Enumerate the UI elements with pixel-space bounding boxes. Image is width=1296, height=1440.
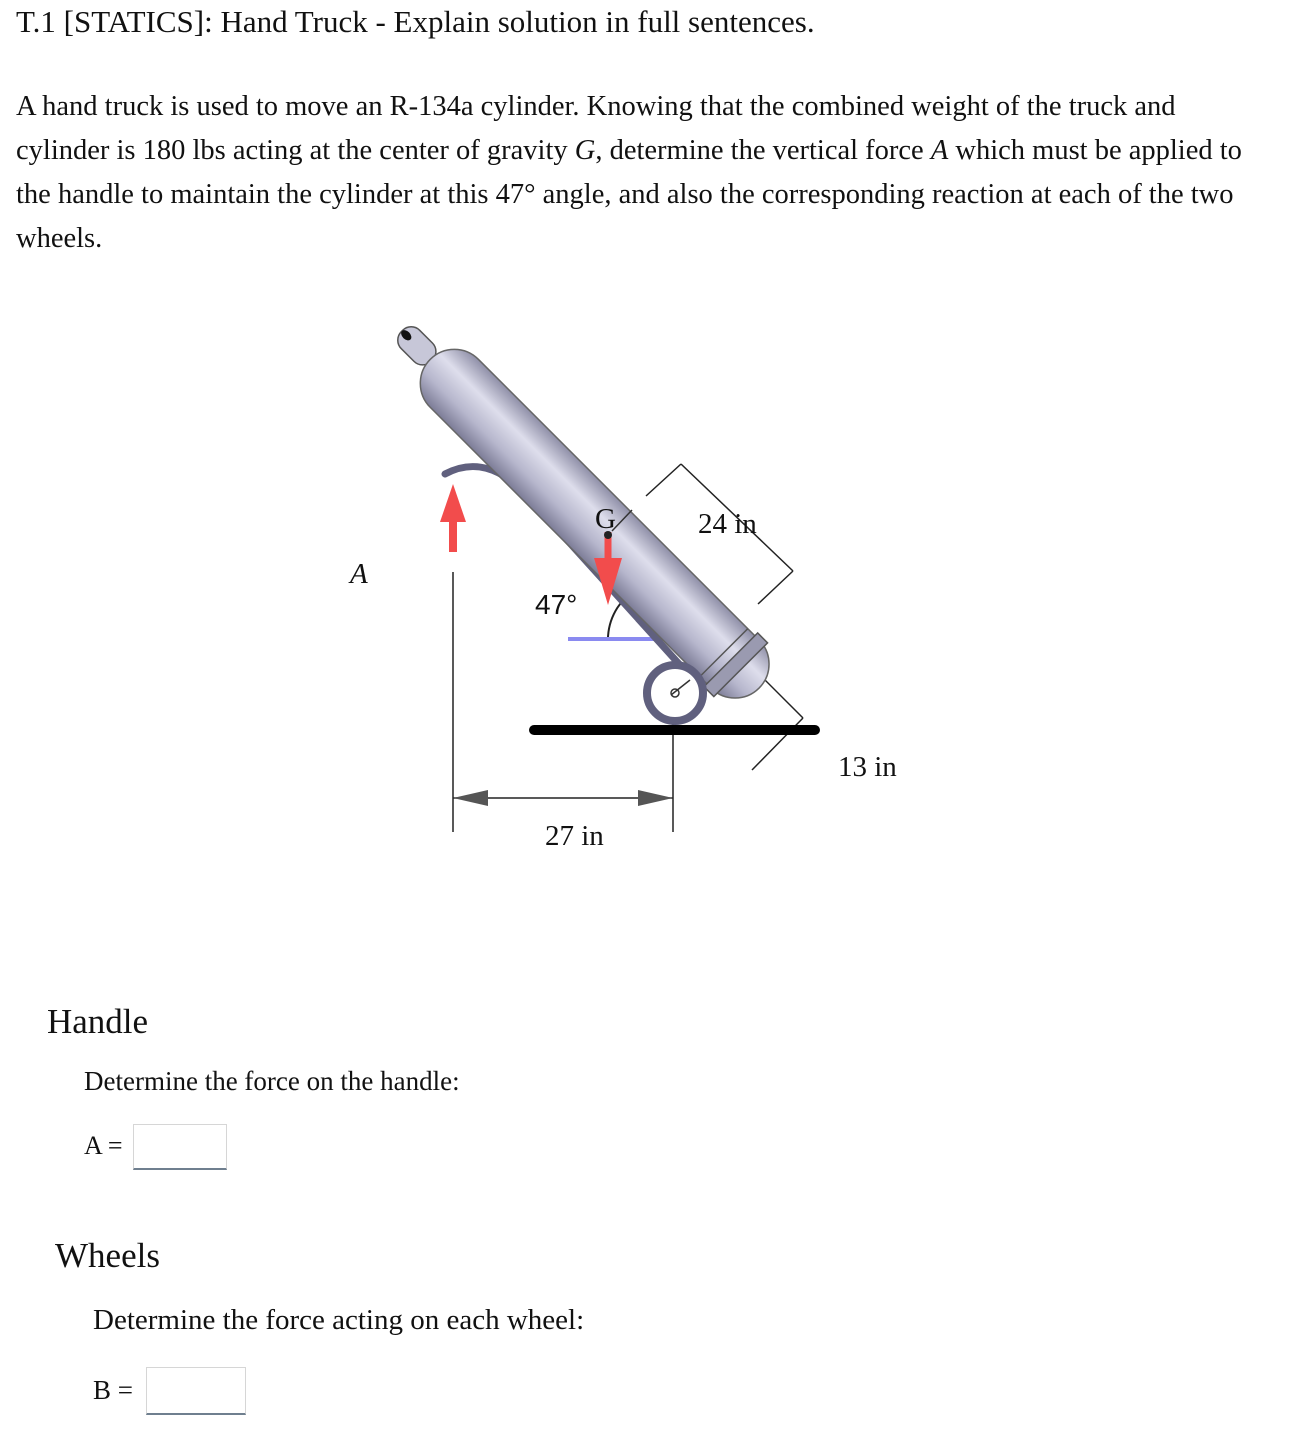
question-title: T.1 [STATICS]: Hand Truck - Explain solution in full sentences. [16, 4, 815, 39]
dim-arrowhead-right [638, 790, 673, 806]
handle-answer-input[interactable] [133, 1124, 227, 1170]
dim-label-24: 24 in [698, 508, 757, 540]
wheels-heading: Wheels [55, 1236, 160, 1275]
handle-answer-label: A = [84, 1131, 123, 1160]
wheels-answer-label: B = [93, 1375, 133, 1405]
angle-label: 47° [535, 589, 578, 620]
extension-line-24-top [646, 464, 681, 496]
dim-label-27: 27 in [545, 820, 604, 852]
wheels-prompt: Determine the force acting on each wheel: [93, 1304, 585, 1336]
wheels-answer-input[interactable] [146, 1367, 246, 1415]
dim-label-13: 13 in [838, 751, 897, 783]
dim-arrowhead-left [453, 790, 488, 806]
symbol-a: A [930, 135, 949, 166]
statement-text-2: , determine the vertical force [595, 135, 931, 166]
label-a: A [350, 558, 368, 590]
label-g: G [595, 503, 616, 535]
wheel [647, 665, 703, 721]
symbol-g: G [574, 135, 596, 166]
statement-text-3: which must be applied to the handle to maintain the cylinder at this 47° angle, and also the corresponding reaction at each of the two wheels. [16, 135, 1242, 254]
force-arrow-a-head [440, 484, 466, 522]
handle-prompt: Determine the force on the handle: [84, 1066, 460, 1096]
handle-heading: Handle [47, 1002, 149, 1041]
extension-line-24-bottom [758, 571, 793, 604]
statement-text-1: A hand truck is used to move an R-134a cylinder. Knowing that the combined weight of the truck and cylinder is 180 lbs acting at the center of gravity [16, 91, 1176, 166]
